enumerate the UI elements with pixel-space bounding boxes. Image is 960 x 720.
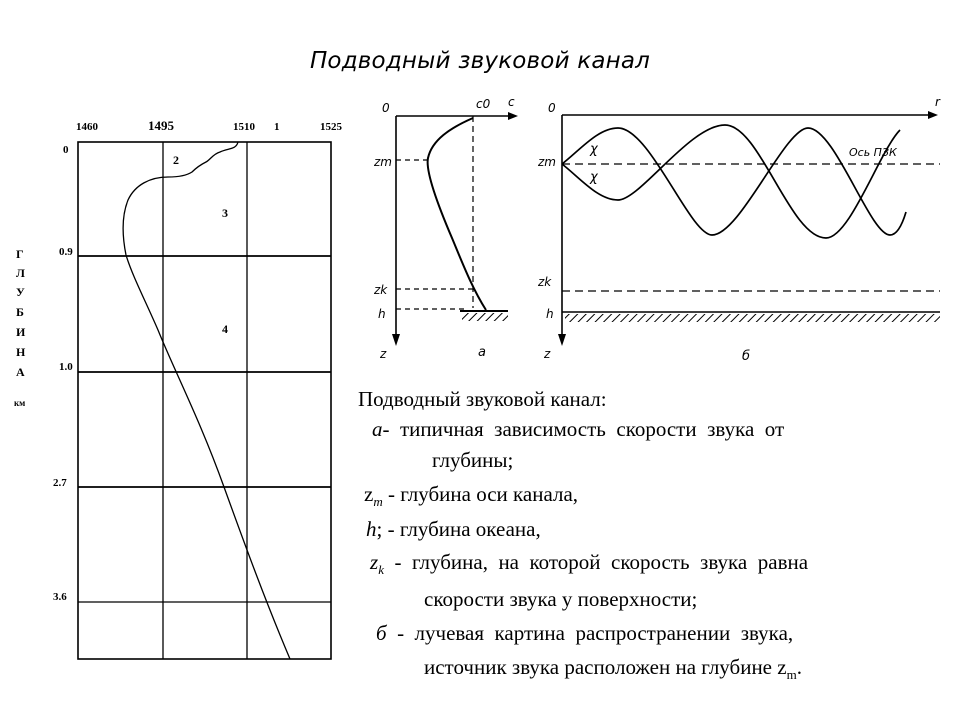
caption-zk-base: z	[370, 550, 379, 574]
axis-letter-5: И	[16, 325, 26, 339]
caption-zm-base: z	[364, 482, 374, 506]
curve-label-3: 3	[222, 206, 228, 220]
depth-tick-0-9: 0.9	[59, 246, 73, 258]
depth-tick-0: 0	[63, 144, 69, 156]
caption-b-sub: m	[786, 667, 797, 683]
ray-lower	[562, 125, 900, 238]
caption-zk-line2: скорости звука у поверхности;	[424, 587, 698, 611]
caption-h-text: ; - глубина океана,	[376, 517, 541, 541]
tick-1: 1	[274, 121, 280, 133]
caption-zk-line1	[370, 547, 928, 585]
b-h-label: h	[546, 307, 554, 321]
b-axis-label: Ось ПЗК	[849, 146, 897, 159]
caption-h-letter: h	[366, 517, 377, 541]
axis-letter-7: А	[16, 365, 25, 379]
depth-unit: км	[14, 398, 26, 408]
curve-label-4: 4	[222, 322, 228, 336]
curve-label-2: 2	[173, 153, 179, 167]
caption-zk-text: - глубина, на которой скорость звука равна	[383, 550, 809, 574]
caption-b-letter: б	[376, 621, 387, 645]
a-origin: 0	[382, 101, 390, 115]
depth-tick-1-0: 1.0	[59, 361, 73, 373]
axis-letter-6: Н	[16, 345, 26, 359]
caption-zm-text: - глубина оси канала,	[382, 482, 579, 506]
slide-title: Подводный звуковой канал	[309, 48, 651, 74]
depth-tick-2-7: 2.7	[53, 477, 67, 489]
b-panel-label: б	[742, 349, 751, 364]
a-z-label: z	[380, 347, 387, 361]
a-panel-label: a	[478, 345, 486, 360]
b-z-label: z	[544, 347, 551, 361]
a-c-axis-label: c	[508, 95, 515, 109]
caption-h-line	[366, 514, 541, 544]
b-origin: 0	[548, 101, 556, 115]
sound-speed-profile-chart	[78, 142, 331, 659]
tick-1495: 1495	[148, 118, 174, 133]
caption-b-text: - лучевая картина распространении звука,	[386, 621, 794, 645]
caption-b-line1	[376, 618, 928, 648]
caption-heading: Подводный звуковой канал:	[358, 387, 607, 411]
tick-1510: 1510	[233, 121, 255, 133]
b-chi-lower: χ	[590, 170, 598, 185]
caption-a-text: - типичная зависимость скорости звука от	[382, 417, 785, 441]
caption-zk-sub: k	[378, 562, 384, 578]
a-zk-label: zk	[374, 283, 388, 297]
axis-letter-1: Г	[16, 247, 24, 261]
b-zk-label: zk	[538, 275, 552, 289]
caption-b-line2	[424, 652, 802, 690]
axis-letter-3: У	[16, 285, 25, 299]
axis-letter-4: Б	[16, 305, 24, 319]
tick-1525: 1525	[320, 121, 342, 133]
a-c0-label: c0	[476, 97, 491, 111]
depth-tick-3-6: 3.6	[53, 591, 67, 603]
caption-zm-sub: m	[373, 494, 383, 510]
ray-upper	[562, 128, 906, 235]
diagram-a	[392, 112, 518, 346]
tick-1460: 1460	[76, 121, 98, 133]
caption-b-end: .	[796, 655, 802, 679]
caption-a-line2: глубины;	[432, 448, 514, 472]
a-zm-label: zm	[374, 155, 392, 169]
caption-b-text2: источник звука расположен на глубине z	[424, 655, 787, 679]
b-chi-upper: χ	[590, 142, 598, 157]
caption-a-letter: a	[372, 417, 383, 441]
a-h-label: h	[378, 307, 386, 321]
caption-a-line1	[372, 414, 928, 444]
b-zm-label: zm	[538, 155, 556, 169]
b-r-axis-label: r	[935, 95, 940, 109]
sound-speed-curve	[123, 142, 290, 659]
axis-letter-2: Л	[16, 266, 25, 280]
caption-zm-line	[364, 479, 578, 517]
